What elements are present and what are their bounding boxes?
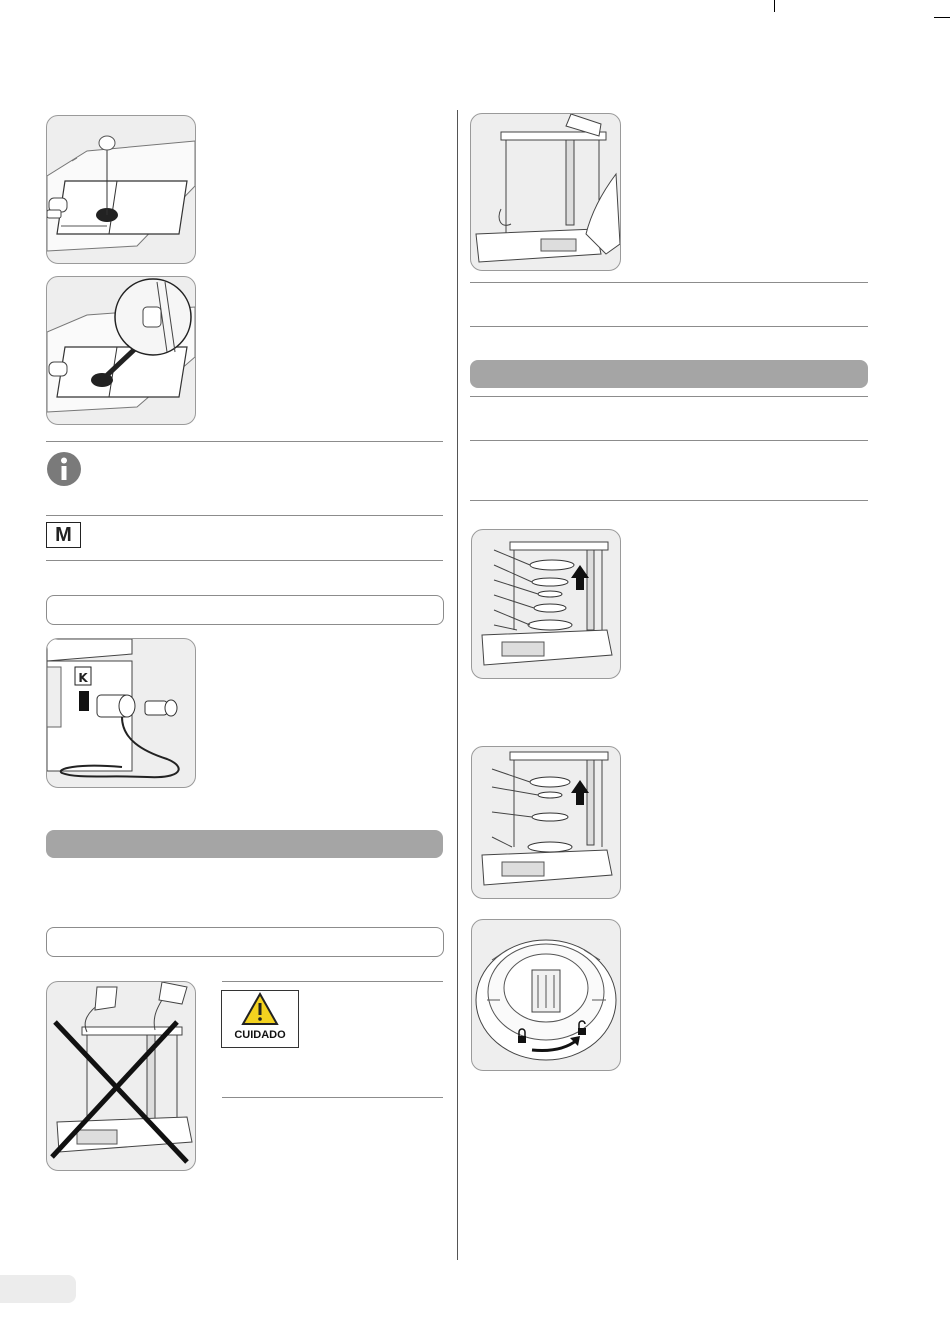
column-divider	[457, 110, 458, 1260]
balance-level-foot-detail-icon	[47, 277, 195, 424]
kensington-lock-icon	[47, 639, 195, 787]
remove-weighing-pan-icon	[472, 747, 620, 898]
rule	[46, 560, 443, 561]
draft-shield-plate-unlock-icon	[472, 920, 620, 1070]
correct-carry-icon	[471, 114, 620, 270]
fig-lock-cable	[46, 638, 196, 788]
rule	[46, 441, 443, 442]
section-heading-bar	[46, 830, 443, 858]
info-icon	[46, 451, 82, 487]
rule	[46, 515, 443, 516]
rule	[470, 440, 868, 441]
remove-draft-shield-parts-icon	[472, 530, 620, 678]
section-heading-bar	[470, 360, 868, 388]
svg-text:K: K	[78, 671, 88, 685]
menu-key-icon: M	[46, 522, 81, 548]
rule	[470, 326, 868, 327]
warning-triangle-icon	[221, 990, 299, 1048]
crop-mark-right	[934, 17, 950, 18]
rule	[222, 1097, 443, 1098]
fig-remove-parts-2	[471, 746, 621, 899]
balance-level-bubble-icon	[47, 116, 195, 263]
fig-wrong-lift	[46, 981, 196, 1171]
rule	[470, 396, 868, 397]
rule	[222, 981, 443, 982]
fig-shield-plate	[471, 919, 621, 1071]
incorrect-carry-icon	[47, 982, 195, 1170]
warning-label: CUIDADO	[234, 1029, 286, 1041]
rule	[470, 500, 868, 501]
page-number-tab	[0, 1275, 76, 1303]
fig-correct-lift	[470, 113, 621, 271]
fig-remove-parts-1	[471, 529, 621, 679]
fig-level-bubble	[46, 115, 196, 264]
sub-heading-box	[46, 927, 444, 957]
crop-mark-top	[774, 0, 775, 12]
sub-heading-box	[46, 595, 444, 625]
rule	[470, 282, 868, 283]
fig-level-detail	[46, 276, 196, 425]
